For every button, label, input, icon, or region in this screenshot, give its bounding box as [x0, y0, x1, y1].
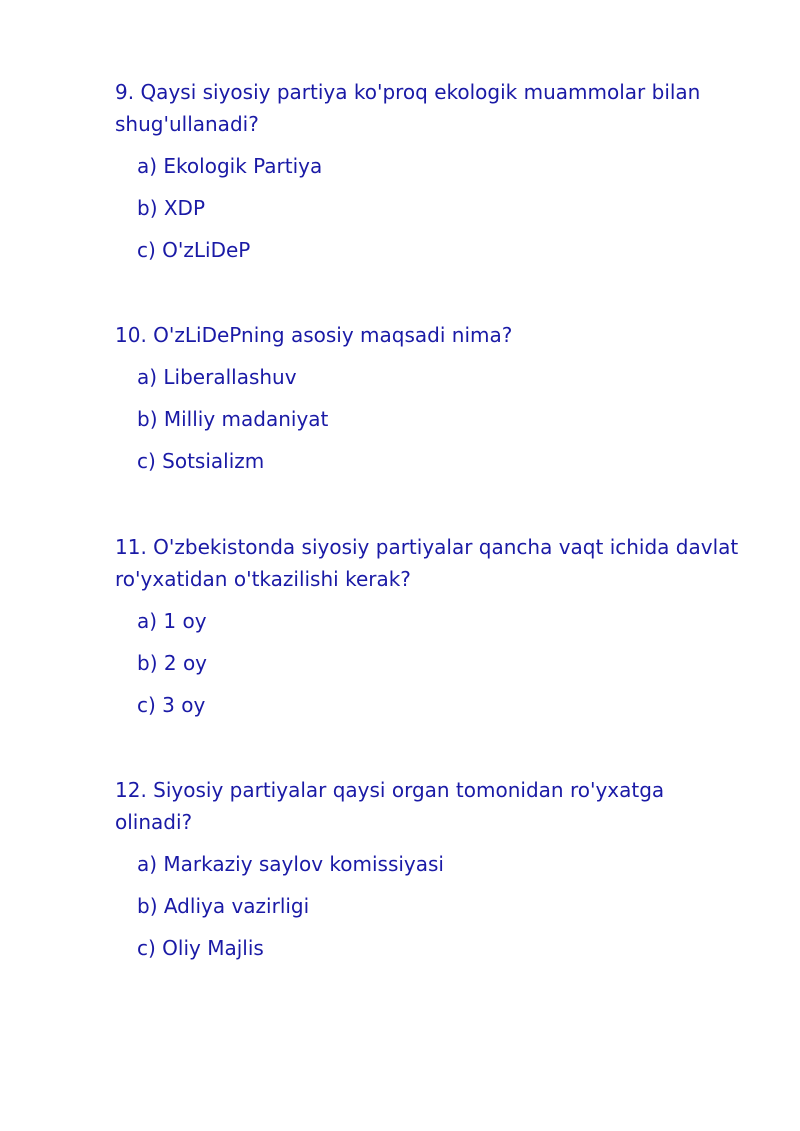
option-b: b) XDP	[137, 196, 206, 220]
option-a: a) Ekologik Partiya	[137, 154, 323, 178]
option-b: b) 2 oy	[137, 651, 208, 675]
option-c: c) Oliy Majlis	[137, 936, 264, 960]
question-11	[115, 531, 745, 721]
question-9	[115, 76, 745, 266]
question-text: 11. O'zbekistonda siyosiy partiyalar qancha vaqt ichida davlat ro'yxatidan o'tkazilishi kerak?	[115, 535, 739, 591]
question-text: 10. O'zLiDePning asosiy maqsadi nima?	[115, 323, 513, 347]
question-12	[115, 774, 745, 964]
option-a: a) Liberallashuv	[137, 365, 297, 389]
question-text: 9. Qaysi siyosiy partiya ko'proq ekologik muammolar bilan shug'ullanadi?	[115, 80, 701, 136]
option-a: a) Markaziy saylov komissiyasi	[137, 852, 444, 876]
answer-options	[115, 150, 745, 266]
answer-options	[115, 605, 745, 721]
question-text: 12. Siyosiy partiyalar qaysi organ tomonidan ro'yxatga olinadi?	[115, 778, 665, 834]
answer-options	[115, 848, 745, 964]
option-c: c) O'zLiDeP	[137, 238, 251, 262]
option-b: b) Adliya vazirligi	[137, 894, 310, 918]
option-c: c) Sotsializm	[137, 449, 265, 473]
option-a: a) 1 oy	[137, 609, 207, 633]
answer-options	[115, 361, 745, 477]
option-c: c) 3 oy	[137, 693, 206, 717]
question-10	[115, 319, 745, 477]
option-b: b) Milliy madaniyat	[137, 407, 329, 431]
